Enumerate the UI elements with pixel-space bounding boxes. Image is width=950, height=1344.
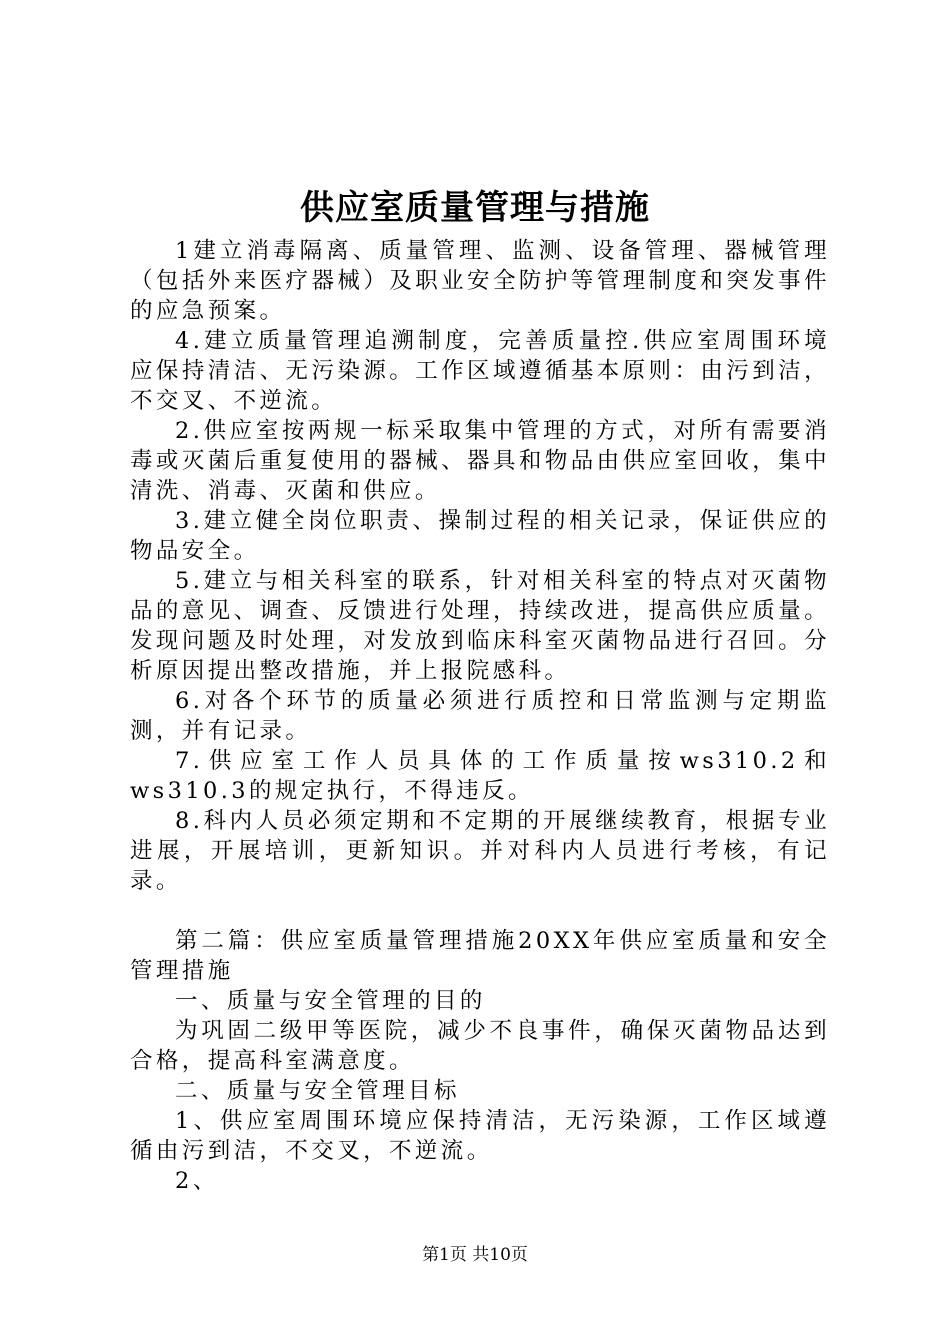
paragraph: 为巩固二级甲等医院，减少不良事件，确保灭菌物品达到合格，提高科室满意度。 (130, 1018, 830, 1074)
subheading: 二、质量与安全管理目标 (175, 1078, 460, 1104)
paragraph: 6.对各个环节的质量必须进行质控和日常监测与定期监测，并有记录。 (130, 688, 830, 744)
paragraph: 3.建立健全岗位职责、操制过程的相关记录，保证供应的物品安全。 (130, 508, 830, 564)
paragraph: 5.建立与相关科室的联系，针对相关科室的特点对灭菌物品的意见、调查、反馈进行处理，持续改进，提高供应质量。发现问题及时处理，对发放到临床科室灭菌物品进行召回。分析原因提出整改措施，并上报院感科。 (130, 568, 830, 684)
page-footer: 第1页 共10页 (422, 1245, 528, 1265)
paragraph: 1、供应室周围环境应保持清洁，无污染源，工作区域遵循由污到洁，不交叉，不逆流。 (130, 1108, 830, 1164)
paragraph: 2.供应室按两规一标采取集中管理的方式，对所有需要消毒或灭菌后重复使用的器械、器具和物品由供应室回收，集中清洗、消毒、灭菌和供应。 (130, 418, 830, 504)
section-heading: 第二篇：供应室质量管理措施20XX年供应室质量和安全管理措施 (130, 928, 830, 984)
paragraph: 2、 (175, 1168, 219, 1194)
paragraph: 4.建立质量管理追溯制度，完善质量控.供应室周围环境应保持清洁、无污染源。工作区域遵循基本原则：由污到洁，不交叉、不逆流。 (130, 328, 830, 414)
section-gap (130, 896, 830, 926)
paragraph: 8.科内人员必须定期和不定期的开展继续教育，根据专业进展，开展培训，更新知识。并对科内人员进行考核，有记录。 (130, 808, 830, 894)
document-title: 供应室质量管理与措施 (300, 188, 650, 228)
paragraph: 7.供应室工作人员具体的工作质量按ws310.2和ws310.3的规定执行，不得违反。 (130, 748, 830, 804)
document-body (130, 236, 830, 1196)
paragraph: 1建立消毒隔离、质量管理、监测、设备管理、器械管理（包括外来医疗器械）及职业安全防护等管理制度和突发事件的应急预案。 (130, 238, 830, 324)
subheading: 一、质量与安全管理的目的 (175, 988, 486, 1014)
